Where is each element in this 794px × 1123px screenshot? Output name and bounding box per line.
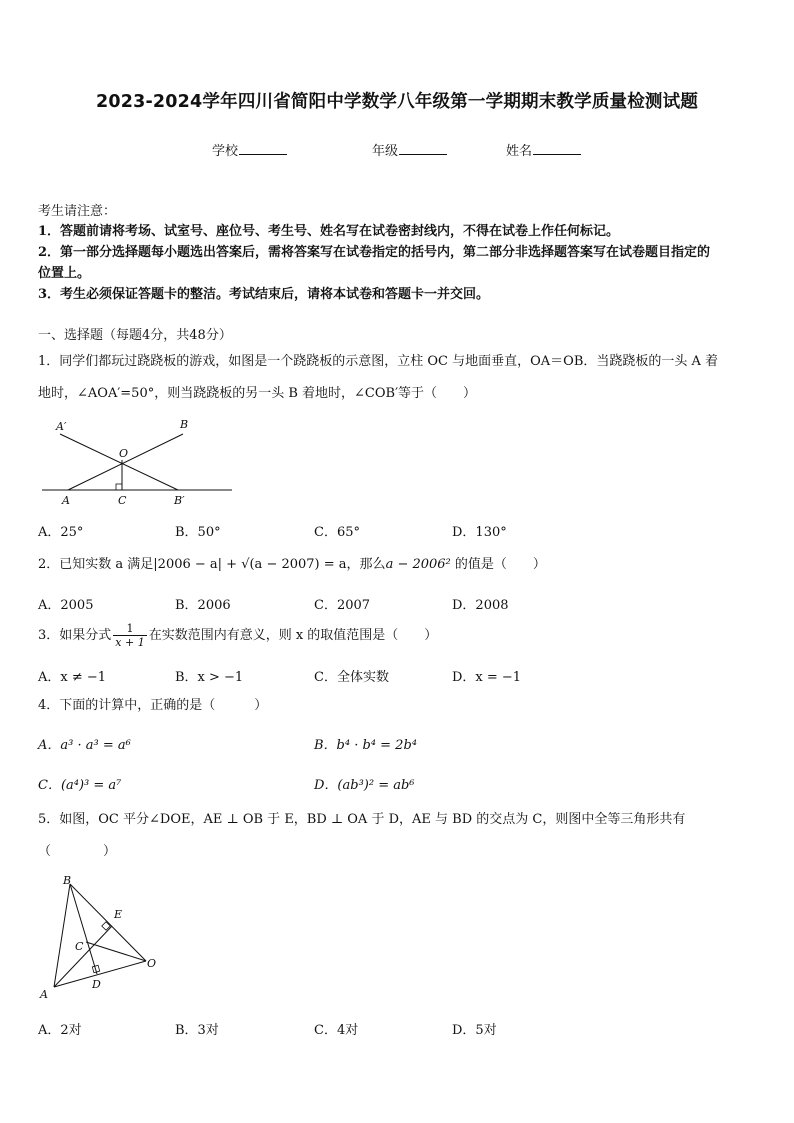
name-label: 姓名 — [506, 144, 533, 159]
q3-option-c[interactable]: C．全体实数 — [314, 670, 389, 685]
q5-option-c[interactable]: C．4对 — [314, 1023, 359, 1038]
segment-a-e — [54, 926, 112, 987]
q3-stem — [38, 622, 437, 649]
q2-option-c[interactable]: C．2007 — [314, 598, 371, 613]
q2-mid: ，那么 — [346, 557, 386, 572]
q5-stem-line2: （ ） — [38, 844, 117, 859]
label-b-prime: B′ — [174, 494, 185, 507]
q4-option-c[interactable]: C．(a⁴)³ = a⁷ — [38, 778, 122, 793]
notice-item: 1．答题前请将考场、试室号、座位号、考生号、姓名写在试卷密封线内，不得在试卷上作任何标记。 — [38, 224, 620, 239]
name-field[interactable] — [506, 140, 581, 159]
q3-post: 在实数范围内有意义，则 x 的取值范围是（ ） — [148, 628, 438, 643]
notice-item: 3．考生必须保证答题卡的整洁。考试结束后，请将本试卷和答题卡一并交回。 — [38, 287, 490, 302]
triangle-figure — [34, 870, 164, 1005]
q1-option-d[interactable]: D．130° — [452, 525, 507, 540]
grade-label: 年级 — [372, 144, 399, 159]
q1-option-a[interactable]: A．25° — [38, 525, 84, 540]
school-field[interactable] — [212, 140, 287, 159]
q3-option-d[interactable]: D．x = −1 — [452, 670, 522, 685]
label-o: O — [119, 447, 129, 460]
q3-pre: 3．如果分式 — [38, 628, 112, 643]
q1-option-b[interactable]: B．50° — [175, 525, 221, 540]
q2-post: 的值是（ ） — [454, 557, 546, 572]
q4-option-b[interactable]: B．b⁴ · b⁴ = 2b⁴ — [314, 738, 417, 753]
q2-option-d[interactable]: D．2008 — [452, 598, 509, 613]
name-blank[interactable] — [533, 142, 581, 155]
label-a: A — [40, 988, 48, 1001]
q2-expression: |2006 − a| + √(a − 2007) = a — [153, 557, 347, 572]
label-b: B — [180, 418, 189, 431]
q2-option-b[interactable]: B．2006 — [175, 598, 231, 613]
board-line-2 — [68, 434, 183, 490]
label-d: D — [92, 978, 101, 991]
seesaw-figure — [38, 412, 238, 512]
board-line-1 — [60, 434, 178, 490]
q2-stem — [38, 556, 546, 574]
label-c: C — [75, 940, 84, 953]
q4-option-d[interactable]: D．(ab³)² = ab⁶ — [314, 778, 415, 793]
school-blank[interactable] — [239, 142, 287, 155]
notice-item: 位置上。 — [38, 266, 91, 281]
notice-heading: 考生请注意： — [38, 204, 117, 219]
q5-stem-line1: 5．如图，OC 平分∠DOE，AE ⊥ OB 于 E，BD ⊥ OA 于 D，AE 与 BD 的交点为 C，则图中全等三角形共有 — [38, 812, 686, 827]
q4-stem: 4．下面的计算中，正确的是（ ） — [38, 698, 268, 713]
q3-denominator: x + 1 — [115, 636, 145, 649]
q1-stem-line1: 1．同学们都玩过跷跷板的游戏，如图是一个跷跷板的示意图，立柱 OC 与地面垂直，OA＝OB．当跷跷板的一头 A 着 — [38, 354, 719, 369]
q3-numerator: 1 — [113, 622, 146, 636]
q5-option-b[interactable]: B．3对 — [175, 1023, 219, 1038]
label-o: O — [147, 957, 157, 970]
notice-item: 2．第一部分选择题每小题选出答案后，需将答案写在试卷指定的括号内，第二部分非选择题答案写在试卷题目指定的 — [38, 245, 711, 260]
label-a: A — [62, 494, 70, 507]
q1-stem-line2: 地时，∠AOA′=50°，则当跷跷板的另一头 B 着地时，∠COB′等于（ ） — [38, 386, 477, 401]
q5-option-a[interactable]: A．2对 — [38, 1023, 82, 1038]
q2-expression-2: a − 2006² — [385, 557, 455, 572]
q3-option-b[interactable]: B．x > −1 — [175, 670, 244, 685]
label-e: E — [114, 908, 123, 921]
right-angle-mark — [116, 484, 122, 490]
q2-pre: 2．已知实数 a 满足 — [38, 557, 154, 572]
segment-b-a — [54, 884, 70, 987]
q4-option-a[interactable]: A．a³ · a³ = a⁶ — [38, 738, 131, 753]
label-a-prime: A′ — [56, 420, 67, 433]
page-title: 2023-2024学年四川省简阳中学数学八年级第一学期期末教学质量检测试题 — [95, 92, 699, 112]
q3-option-a[interactable]: A．x ≠ −1 — [38, 670, 107, 685]
section-heading: 一、选择题（每题4分，共48分） — [38, 328, 232, 343]
q2-option-a[interactable]: A．2005 — [38, 598, 94, 613]
label-c: C — [118, 494, 127, 507]
grade-field[interactable] — [372, 140, 447, 159]
q1-option-c[interactable]: C．65° — [314, 525, 360, 540]
q3-fraction — [113, 622, 146, 649]
q5-option-d[interactable]: D．5对 — [452, 1023, 497, 1038]
grade-blank[interactable] — [399, 142, 447, 155]
label-b: B — [63, 874, 72, 887]
school-label: 学校 — [212, 144, 239, 159]
